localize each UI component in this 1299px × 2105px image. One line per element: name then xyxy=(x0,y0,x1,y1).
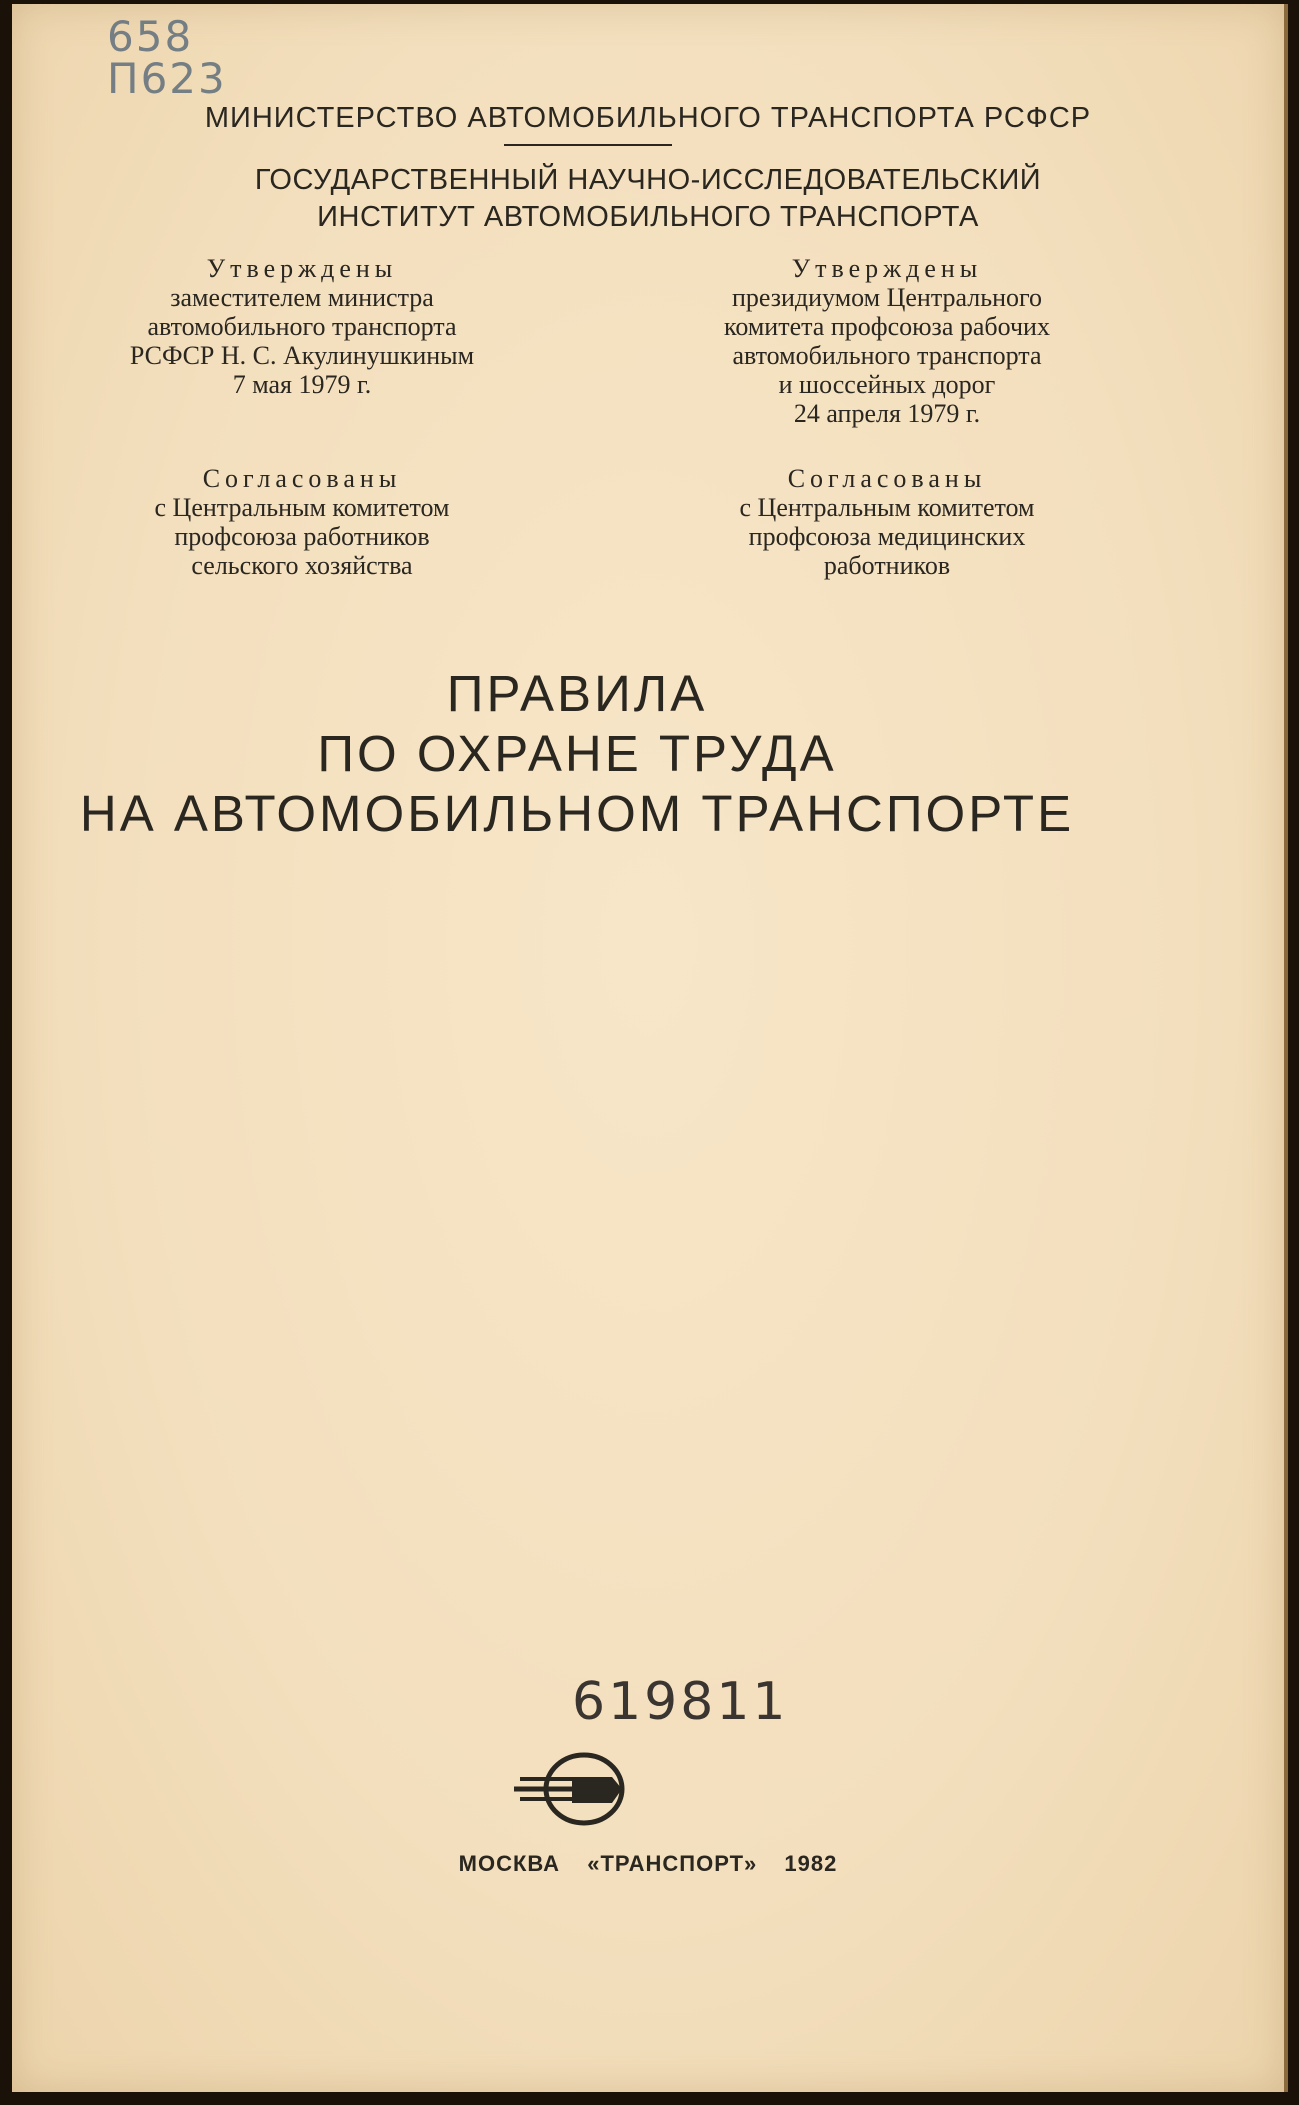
block-heading: Утверждены xyxy=(206,254,398,283)
block-line: комитета профсоюза рабочих xyxy=(724,312,1050,341)
imprint-city: МОСКВА xyxy=(458,1851,561,1876)
ministry-heading: МИНИСТЕРСТВО АВТОМОБИЛЬНОГО ТРАНСПОРТА РСФСР xyxy=(204,102,1092,134)
institute-heading xyxy=(12,162,1284,236)
block-line: профсоюза медицинских xyxy=(748,522,1026,551)
divider-rule xyxy=(504,144,672,146)
block-line: профсоюза работников xyxy=(174,522,430,551)
handwritten-line: П623 xyxy=(107,54,227,103)
block-heading: Утверждены xyxy=(791,254,983,283)
agreed-right-block xyxy=(642,464,1132,580)
imprint-year: 1982 xyxy=(784,1851,838,1876)
block-line: 7 мая 1979 г. xyxy=(232,370,372,399)
publisher-logo-icon xyxy=(512,1749,642,1829)
block-line: заместителем министра xyxy=(170,283,434,312)
institute-line: ИНСТИТУТ АВТОМОБИЛЬНОГО ТРАНСПОРТА xyxy=(317,201,979,233)
block-heading: Согласованы xyxy=(202,464,402,493)
block-line: с Центральным комитетом xyxy=(739,493,1035,522)
block-line: 24 апреля 1979 г. xyxy=(793,399,981,428)
approved-right-block xyxy=(642,254,1132,428)
block-line: президиумом Центрального xyxy=(731,283,1043,312)
block-line: автомобильного транспорта xyxy=(147,312,457,341)
handwritten-inventory-number: 619811 xyxy=(572,1672,789,1732)
title-line: НА АВТОМОБИЛЬНОМ ТРАНСПОРТЕ xyxy=(79,785,1075,842)
block-line: работников xyxy=(823,551,951,580)
block-line: и шоссейных дорог xyxy=(778,370,996,399)
institute-line: ГОСУДАРСТВЕННЫЙ НАУЧНО-ИССЛЕДОВАТЕЛЬСКИЙ xyxy=(254,164,1042,196)
imprint-line xyxy=(12,1851,1284,1877)
approved-left-block xyxy=(72,254,532,399)
agreed-left-block xyxy=(72,464,532,580)
imprint-publisher: «ТРАНСПОРТ» xyxy=(587,1851,758,1876)
book-title-page xyxy=(12,4,1288,2092)
block-line: автомобильного транспорта xyxy=(732,341,1042,370)
title-line: ПО ОХРАНЕ ТРУДА xyxy=(317,725,837,782)
block-line: сельского хозяйства xyxy=(191,551,413,580)
block-line: РСФСР Н. С. Акулинушкиным xyxy=(129,341,475,370)
book-title xyxy=(42,664,1112,844)
handwritten-line: 658 xyxy=(107,12,194,61)
block-line: с Центральным комитетом xyxy=(154,493,450,522)
title-line: ПРАВИЛА xyxy=(446,665,708,722)
block-heading: Согласованы xyxy=(787,464,987,493)
handwritten-shelf-mark xyxy=(107,12,227,103)
